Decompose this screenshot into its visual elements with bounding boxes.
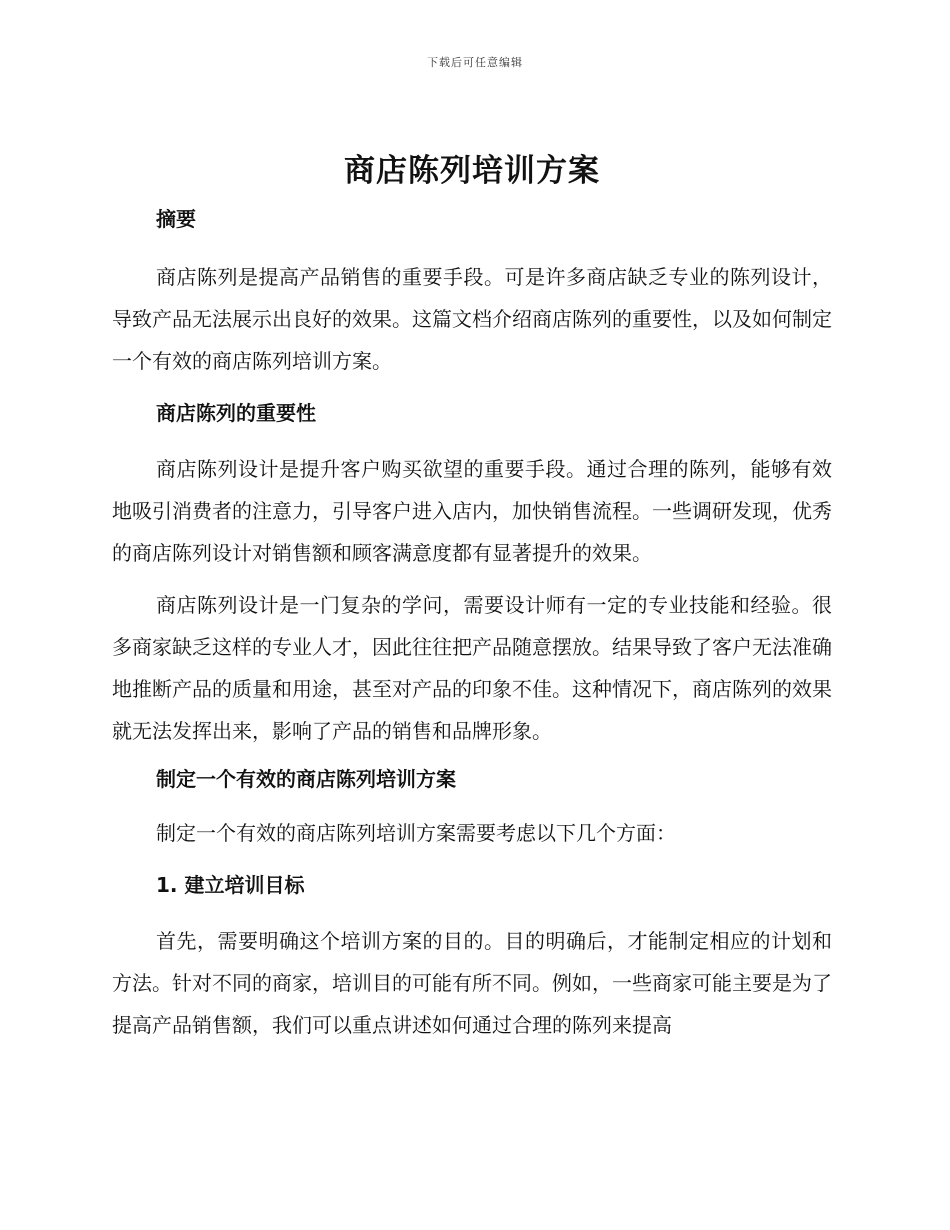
training-plan-intro-paragraph: 制定一个有效的商店陈列培训方案需要考虑以下几个方面：	[156, 821, 676, 845]
document-title: 商店陈列培训方案	[344, 153, 600, 189]
training-goals-paragraph: 首先，需要明确这个培训方案的目的。目的明确后，才能制定相应的计划和方法。针对不同的商家，培训目的可能有所不同。例如，一些商家可能主要是为了提高产品销售额，我们可以重点讲述如何通过合理的陈列来提高	[112, 929, 832, 1037]
importance-paragraph-2: 商店陈列设计是一门复杂的学问，需要设计师有一定的专业技能和经验。很多商家缺乏这样的专业人才，因此往往把产品随意摆放。结果导致了客户无法准确地推断产品的质量和用途，甚至对产品的印象不佳。这种情况下，商店陈列的效果就无法发挥出来，影响了产品的销售和品牌形象。	[112, 593, 832, 743]
importance-paragraph-1: 商店陈列设计是提升客户购买欲望的重要手段。通过合理的陈列，能够有效地吸引消费者的注意力，引导客户进入店内，加快销售流程。一些调研发现，优秀的商店陈列设计对销售额和顾客满意度都有显著提升的效果。	[112, 457, 832, 565]
abstract-paragraph: 商店陈列是提高产品销售的重要手段。可是许多商店缺乏专业的陈列设计，导致产品无法展示出良好的效果。这篇文档介绍商店陈列的重要性，以及如何制定一个有效的商店陈列培训方案。	[112, 265, 832, 373]
document-body	[112, 148, 832, 1046]
section-heading-training-plan: 制定一个有效的商店陈列培训方案	[156, 767, 456, 791]
header-note: 下载后可任意编辑	[427, 56, 523, 69]
section-heading-abstract: 摘要	[156, 207, 196, 231]
section-heading-importance: 商店陈列的重要性	[156, 401, 316, 425]
subsection-heading-training-goals: 1. 建立培训目标	[156, 873, 305, 897]
